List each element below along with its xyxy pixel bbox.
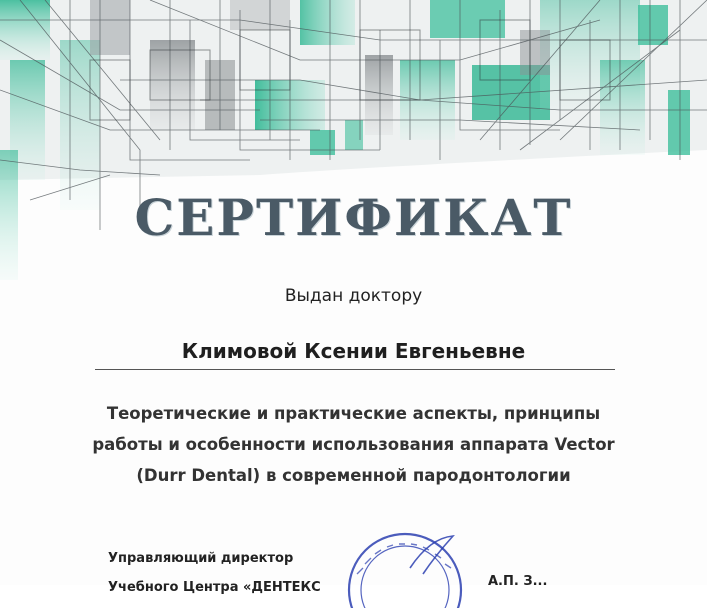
recipient-name: Климовой Ксении Евгеньевне [181, 339, 526, 363]
course-title [40, 398, 667, 491]
issued-to-label: Выдан доктору [284, 286, 423, 306]
certificate-title: СЕРТИФИКАТ [134, 188, 573, 247]
signatory-name: А.П. З... [488, 574, 548, 589]
course-line-1: Теоретические и практические аспекты, принципы [106, 404, 601, 423]
recipient-underline [95, 369, 615, 370]
signatory-position-line-1: Управляющий директор [108, 551, 294, 566]
decorative-header-art [0, 0, 707, 300]
course-line-3: (Durr Dental) в современной пародонтологии [136, 466, 571, 485]
course-line-2: работы и особенности использования аппарата Vector [92, 435, 615, 454]
signatory-block [108, 544, 321, 602]
signatory-position-line-2: Учебного Центра «ДЕНТЕКС [108, 580, 321, 595]
official-stamp-seal [335, 528, 475, 608]
